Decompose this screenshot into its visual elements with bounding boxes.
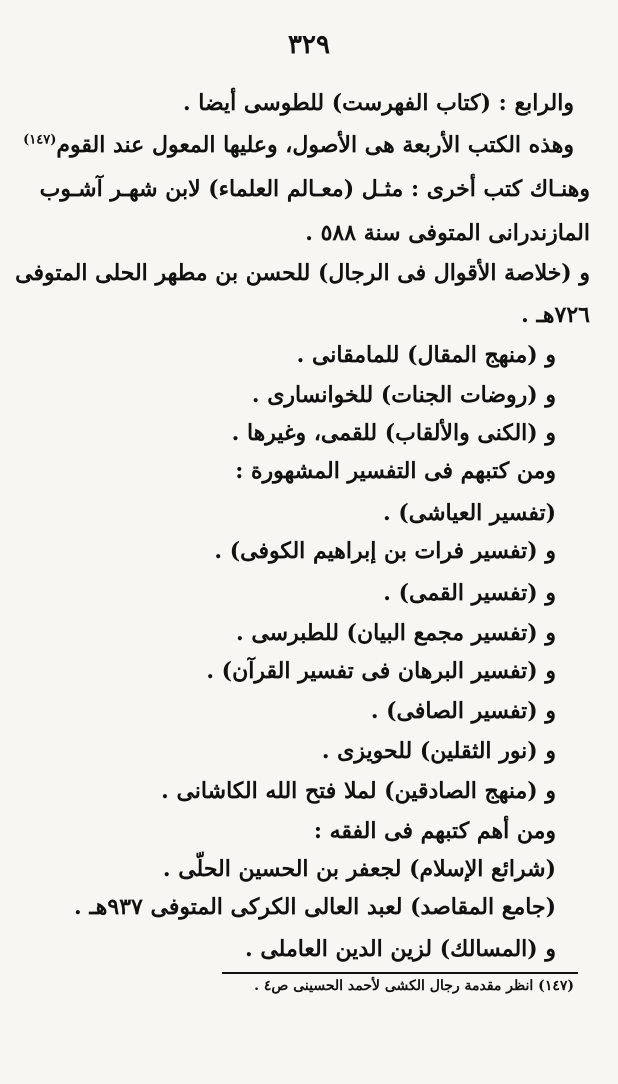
text-line-14: و (تفسير مجمع البيان) للطبرسى .	[236, 620, 556, 646]
footnote-text: (١٤٧) انظر مقدمة رجال الكشى لأحمد الحسينى ص٤ .	[254, 978, 574, 994]
text-line-10: ومن كتبهم فى التفسير المشهورة :	[235, 458, 556, 484]
text-line-12: و (تفسير فرات بن إبراهيم الكوفى) .	[214, 538, 556, 564]
text-line-2-body: وهذه الكتب الأربعة هى الأصول، وعليها المعول عند القوم	[56, 132, 574, 158]
text-line-13: و (تفسير القمى) .	[383, 580, 556, 606]
text-line-11: (تفسير العياشى) .	[383, 500, 556, 526]
text-line-19: ومن أهم كتبهم فى الفقه :	[313, 818, 556, 844]
text-line-7: و (منهج المقال) للمامقانى .	[296, 342, 556, 368]
footnote-marker: (١٤٧)	[23, 132, 57, 148]
text-line-16: و (تفسير الصافى) .	[370, 698, 556, 724]
text-line-3: وهنـاك كتب أخرى : مثـل (معـالم العلماء) لابن شهـر آشـوب	[39, 176, 590, 202]
footnote-divider	[222, 972, 578, 974]
text-line-1: والرابع : (كتاب الفهرست) للطوسى أيضا .	[182, 90, 574, 116]
text-line-9: و (الكنى والألقاب) للقمى، وغيرها .	[231, 420, 556, 446]
text-line-20: (شرائع الإسلام) لجعفر بن الحسين الحلّى .	[162, 856, 556, 882]
text-line-18: و (منهج الصادقين) لملا فتح الله الكاشانى .	[161, 778, 556, 804]
text-line-21: (جامع المقاصد) لعبد العالى الكركى المتوفى ٩٣٧هـ .	[74, 894, 556, 920]
text-line-17: و (نور الثقلين) للحويزى .	[321, 738, 556, 764]
text-line-2	[23, 130, 574, 160]
page-number: ٣٢٩	[288, 30, 330, 60]
text-line-6: ٧٢٦هـ .	[521, 302, 590, 328]
text-line-5: و (خلاصة الأقوال فى الرجال) للحسن بن مطهر الحلى المتوفى	[15, 260, 590, 286]
text-line-15: و (تفسير البرهان فى تفسير القرآن) .	[206, 658, 556, 684]
text-line-22: و (المسالك) لزين الدين العاملى .	[245, 936, 556, 962]
text-line-8: و (روضات الجنات) للخوانسارى .	[251, 382, 556, 408]
text-line-4: المازندرانى المتوفى سنة ٥٨٨ .	[305, 220, 590, 246]
